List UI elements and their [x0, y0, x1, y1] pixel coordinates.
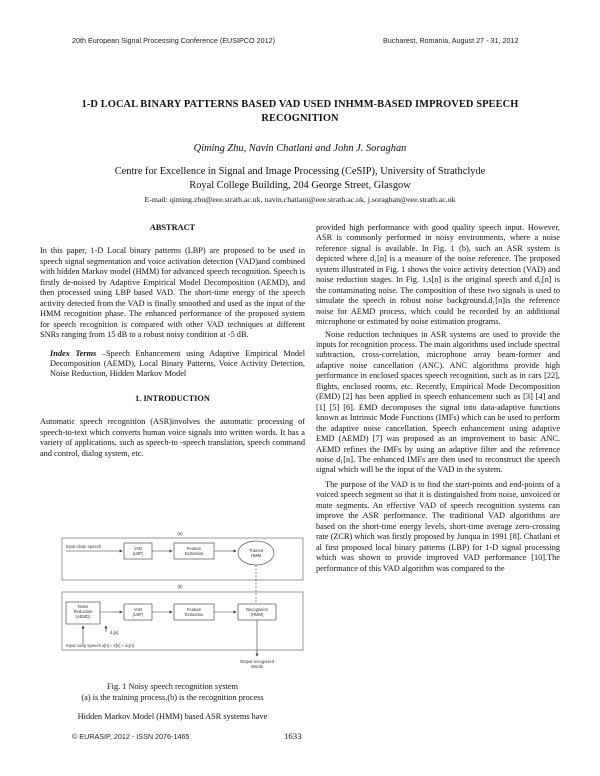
- title-line-1: 1-D LOCAL BINARY PATTERNS BASED VAD USED INHMM-BASED IMPROVED SPEECH: [81, 99, 519, 110]
- paper-title: [40, 98, 560, 126]
- fe-box-a-line-2: Extraction: [184, 551, 204, 556]
- author-emails: E-mail: qiming.zhu@eee.strath.ac.uk, navin.chatlani@eee.strath.ac.uk, j.soraghan@eee.strath.ac.uk: [144, 195, 456, 204]
- rec-line-1: Recognition: [245, 607, 269, 612]
- figure-caption-1: Fig. 1 Noisy speech recognition system: [107, 682, 238, 691]
- label-a: (a): [177, 531, 183, 536]
- fe-box-a-line-1: Feature: [186, 546, 202, 551]
- trained-hmm-line-1: Trained: [248, 548, 264, 553]
- nr-line-3: (AEMD): [75, 614, 91, 619]
- copyright-footer: © EURASIP, 2012 - ISSN 2076-1465: [72, 732, 190, 741]
- index-terms-text: –Speech Enhancement using Adaptive Empirical Model Decomposition (AEMD), Local Binary Patterns, Voice Activity Detection, Noise Reduction, Hidden Markov Model: [50, 348, 306, 379]
- vad-box-a-line-1: VAD: [133, 546, 143, 551]
- vad-box-b-line-1: VAD: [133, 607, 143, 612]
- affiliation-line-2: Royal College Building, 204 George Street, Glasgow: [189, 180, 411, 191]
- introduction-text: Automatic speech recognition (ASR)involves the automatic processing of speech-to-text which converts human voice signals into written words. It has a variety of applications, such as speech-to -speech translation, speech command and control, dialog system, etc.: [40, 417, 305, 458]
- label-b: (b): [177, 584, 183, 589]
- index-terms: [40, 349, 305, 380]
- nr-line-2: Reduction: [73, 609, 93, 614]
- vad-box-a-line-2: (LBP): [132, 551, 144, 556]
- fe-box-b-line-1: Feature: [186, 607, 202, 612]
- right-paragraph-1: provided high performance with good quality speech input. However, ASR is commonly performed in noisy environments, where a noise reference signal is available. In Fig. 1 (b), such an ASR system is depicted where d₁[n] is a measure of the noise reference. The proposed system illustrated in Fig. 1 shows the voice activity detection (VAD) and noise reduction stages. In Fig. 1,s[n] is the original speech and d₀[n] is the contaminating noise. The composition of these two signals is used to simulate the speech in robust noise background.d₁[n]is the reference noise for AEMD process, which could be recorded by an additional microphone or estimated by noise estimation programs.: [316, 223, 560, 327]
- right-paragraph-3: The purpose of the VAD is to find the start-points and end-points of a voiced speech segment so that it is distinguished from noise, unvoiced or mute segments. An effective VAD of speech recognition systems can improve the ASR performance. The traditional VAD algorithms are based on the short-time energy levels, short-time average zero-crossing rate (ZCR) which was firstly proposed by Junqua in 1991 [8]. Chatlani et al first proposed local binary patterns (LBP) for 1-D signal processing which was shown to provide improved VAD performance [10].The performance of this VAD algorithm was compared to the: [316, 479, 560, 573]
- left-column-continuation: Hidden Markov Model (HMM) based ASR systems have: [77, 712, 268, 721]
- output-line-2: Words: [250, 664, 264, 669]
- introduction-heading: 1. INTRODUCTION: [135, 393, 210, 403]
- left-column: [40, 223, 305, 459]
- location-date-header: Bucharest, Romania, August 27 - 31, 2012: [383, 36, 519, 45]
- system-diagram: [60, 528, 305, 680]
- right-column: [316, 223, 560, 574]
- affiliation-line-1: Centre for Excellence in Signal and Image Processing (CeSIP), University of Strathclyde: [114, 166, 486, 177]
- abstract-text: In this paper, 1-D Local binary patterns (LBP) are proposed to be used in speech signal segmentation and voice activation detection (VAD)and combined with hidden Markov model (HMM) for advanced speech recognition. Speech is firstly de-noised by Adaptive Empirical Model Decomposition (AEMD), and then processed using LBP based VAD. The short-time energy of the speech activity detected from the VAD is finally smoothed and used as the input of the HMM recognition phase. The enhanced performance of the proposed system for speech recognition is compared with other VAD techniques at different SNRs ranging from 15 dB to a robust noisy condition at -5 dB.: [40, 246, 305, 340]
- figure-caption-2: (a) is the training process,(b) is the recognition process: [81, 693, 264, 702]
- title-line-2: RECOGNITION: [261, 113, 339, 124]
- rec-line-2: (HMM): [250, 612, 264, 617]
- conference-header: 20th European Signal Processing Conference (EUSIPCO 2012): [72, 36, 275, 45]
- fe-box-b-line-2: Extraction: [184, 612, 204, 617]
- authors: Qiming Zhu, Navin Chatlani and John J. Soraghan: [193, 143, 407, 154]
- abstract-heading: ABSTRACT: [149, 223, 196, 232]
- page-number: 1633: [284, 731, 302, 741]
- input-clean-label: Input clean speech: [66, 544, 102, 549]
- trained-hmm-line-2: HMM: [250, 553, 262, 558]
- nr-line-1: Noise: [77, 604, 89, 609]
- vad-box-b-line-2: (LBP): [132, 612, 144, 617]
- input-noisy-label: Input noisy speech x[n] = s[n] + d₀[n]: [66, 643, 134, 648]
- noise-reference-label: d₁[n]: [110, 630, 119, 635]
- output-line-1: Output recognized: [239, 659, 275, 664]
- figure-1: [60, 528, 305, 680]
- index-terms-label: Index Terms: [50, 348, 97, 358]
- right-paragraph-2: Noise reduction techniques in ASR systems are used to provide the inputs for recognition process. The main algorithms used include spectral subtraction, cross-correlation, microphone array beam-former and adaptive noise cancellation (ANC). ANC algorithms provide high performance in enclosed spaces speech recognition, such as in cars [22], flights, enclosed rooms, etc. Recently, Empirical Mode Decomposition (EMD) [2] has been applied in speech enhancement such as [3] [4] and [1] [5] [6]. EMD decomposes the signal into data-adaptive functions known as Intrinsic Mode Functions (IMFs) which can be used to perform the adaptive noise cancellation. Speech enhancement using adaptive EMD (AEMD) [7] was proposed as an improvement to basic ANC. AEMD refines the IMFs by using an adaptive filter and the reference noise d₁[n]. The enhanced IMFs are then used to reconstruct the speech signal which will be the input of the VAD in the system.: [316, 329, 560, 475]
